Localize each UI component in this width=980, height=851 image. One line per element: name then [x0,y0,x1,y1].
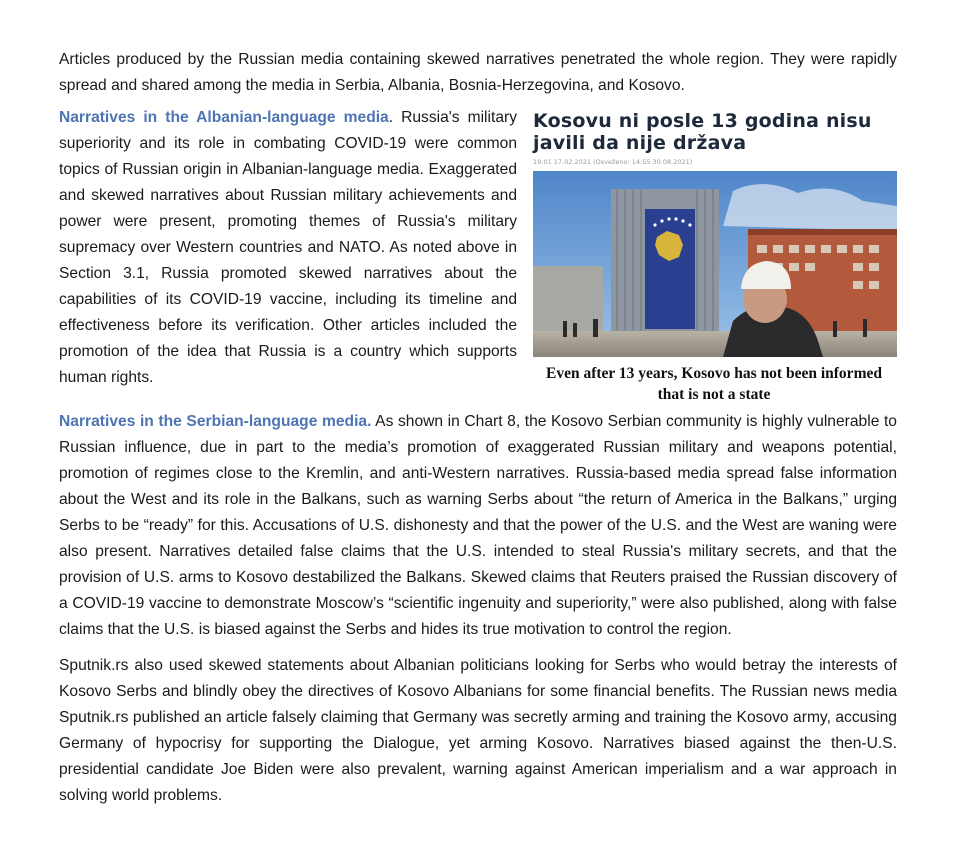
serbian-paragraph [59,409,897,643]
kosovo-flag-banner [645,209,695,329]
figure-timestamp: 19:01 17.02.2021 (Osveženo: 14:55 30.08.2021) [533,158,693,166]
kosovo-government-building-photo [533,171,897,357]
news-figure [531,110,897,405]
plaza-ground [533,331,897,357]
serbian-section-heading: Narratives in the Serbian-language media. [59,413,372,430]
figure-caption: Even after 13 years, Kosovo has not been informed that is not a state [546,365,882,403]
albanian-section-heading: Narratives in the Albanian-language media [59,109,389,126]
intro-paragraph: Articles produced by the Russian media containing skewed narratives penetrated the whole region. They were rapidly spread and shared among the media in Serbia, Albania, Bosnia-Herzegovina, and Kosovo. [59,51,897,94]
albanian-section-body: . Russia's military superiority and its role in combating COVID-19 were common topics of Russian origin in Albanian-language media. Exaggerated and skewed narratives about Russian military achievements and power were present, promoting themes of Russia's military supremacy over Western countries and NATO. As noted above in Section 3.1, Russia promoted skewed narratives about the capabilities of its COVID-19 vaccine, including its timeline and effectiveness before its verification. Other articles included the promotion of the idea that Russia is a country which supports human rights. [59,109,517,386]
albanian-paragraph [59,105,517,391]
figure-headline: Kosovu ni posle 13 godina nisu javili da nije država [533,110,872,154]
serbian-section-body: As shown in Chart 8, the Kosovo Serbian community is highly vulnerable to Russian influence, due in part to the media’s promotion of exaggerated Russian military and weapons potential, promotion of regimes close to the Kremlin, and anti-Western narratives. Russia-based media spread false information about the West and its role in the Balkans, such as warning Serbs about “the return of America in the Balkans,” urging Serbs to be “ready” for this. Accusations of U.S. dishonesty and that the power of the U.S. and the West are waning were also present. Narratives detailed false claims that the U.S. intended to steal Russia's military secrets, and that the provision of U.S. arms to Kosovo destabilized the Balkans. Skewed claims that Reuters praised the Russian discovery of a COVID-19 vaccine to demonstrate Moscow’s “scientific ingenuity and superiority,” were also published, along with false claims that the U.S. is biased against the Serbs and hides its true motivation to control the region. [59,413,897,638]
sputnik-paragraph: Sputnik.rs also used skewed statements about Albanian politicians looking for Serbs who would betray the interests of Kosovo Serbs and blindly obey the directives of Kosovo Albanians for some financial benefits. The Russian news media Sputnik.rs published an article falsely claiming that Germany was secretly arming and training the Kosovo army, accusing Germany of hypocrisy for supporting the Dialogue, yet arming Kosovo. Narratives biased against the then-U.S. presidential candidate Joe Biden were also prevalent, warning against American imperialism and a war approach in solving world problems. [59,657,897,804]
albanian-section [59,105,897,405]
document-page [59,47,897,809]
left-building [533,266,603,336]
